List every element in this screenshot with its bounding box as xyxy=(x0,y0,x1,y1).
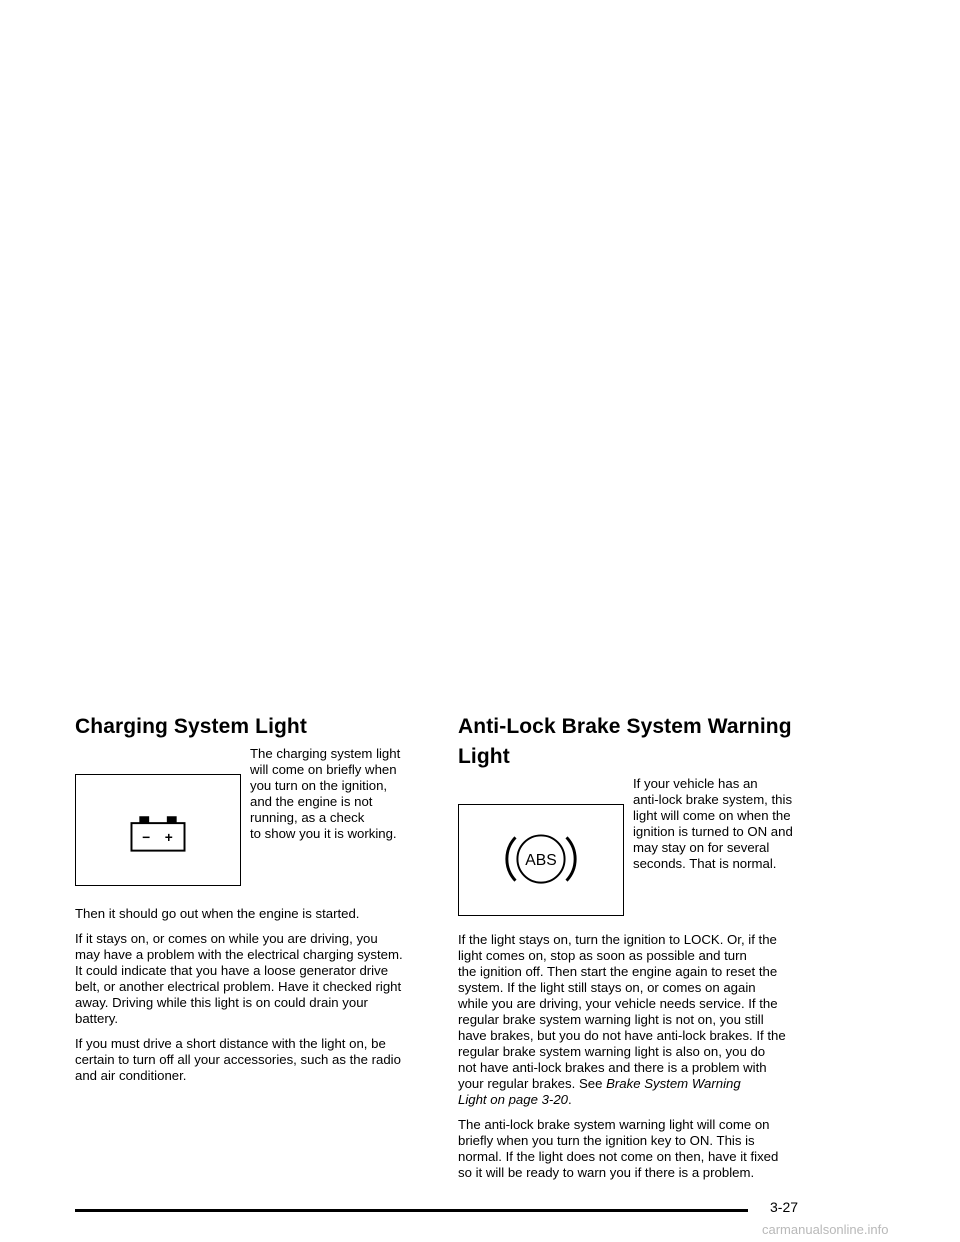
battery-plus-sign: + xyxy=(164,829,173,845)
abs-warning-section xyxy=(458,712,828,1181)
watermark: carmanualsonline.info xyxy=(762,1222,889,1237)
text-fragment: your regular brakes. See xyxy=(458,1076,607,1091)
charging-system-section xyxy=(75,712,439,1084)
text-line: certain to turn off all your accessories, such as the radio xyxy=(75,1052,401,1067)
abs-light-figure xyxy=(458,804,624,916)
text-line: battery. xyxy=(75,1011,119,1026)
footer-rule xyxy=(75,1209,748,1212)
text-line: It could indicate that you have a loose generator drive xyxy=(75,963,389,978)
text-line: while you are driving, your vehicle needs service. If the xyxy=(458,996,778,1011)
charging-intro-line: will come on briefly when xyxy=(250,762,397,777)
page-number: 3-27 xyxy=(770,1199,799,1215)
charging-intro-line: The charging system light xyxy=(250,746,401,761)
text-line: not have anti-lock brakes and there is a problem with xyxy=(458,1060,767,1075)
abs-intro-line: seconds. That is normal. xyxy=(633,856,777,871)
charging-paragraph-2 xyxy=(75,931,439,1027)
text-fragment: . xyxy=(568,1092,572,1107)
charging-paragraph-3 xyxy=(75,1036,439,1084)
abs-intro-line: If your vehicle has an xyxy=(633,776,758,791)
abs-icon xyxy=(459,805,623,915)
abs-body xyxy=(458,932,828,1181)
text-line: If it stays on, or comes on while you are driving, you xyxy=(75,931,378,946)
charging-figure-row xyxy=(75,746,439,886)
abs-intro-line: may stay on for several xyxy=(633,840,770,855)
charging-intro-line: running, as a check xyxy=(250,810,365,825)
abs-intro-line: anti-lock brake system, this xyxy=(633,792,793,807)
charging-intro-text xyxy=(250,746,400,842)
text-line: briefly when you turn the ignition key to ON. This is xyxy=(458,1133,755,1148)
battery-minus-sign: − xyxy=(142,829,151,845)
cross-reference-link-continued[interactable]: Light on page 3-20 xyxy=(458,1092,568,1107)
text-line: regular brake system warning light is also on, you do xyxy=(458,1044,766,1059)
text-line: regular brake system warning light is not on, you still xyxy=(458,1012,764,1027)
abs-figure-row xyxy=(458,776,828,916)
text-line: belt, or another electrical problem. Have it checked right xyxy=(75,979,402,994)
text-line: Then it should go out when the engine is started. xyxy=(75,906,360,921)
text-line: system. If the light still stays on, or comes on again xyxy=(458,980,756,995)
abs-icon-text: ABS xyxy=(525,851,557,869)
battery-icon xyxy=(76,775,240,885)
heading-line: Anti-Lock Brake System Warning xyxy=(458,715,792,738)
abs-intro-line: ignition is turned to ON and xyxy=(633,824,793,839)
text-line: and air conditioner. xyxy=(75,1068,187,1083)
charging-paragraph-1 xyxy=(75,906,439,922)
text-line: The anti-lock brake system warning light will come on xyxy=(458,1117,770,1132)
text-line: so it will be ready to warn you if there is a problem. xyxy=(458,1165,755,1180)
charging-system-heading: Charging System Light xyxy=(75,715,307,738)
charging-intro-line: to show you it is working. xyxy=(250,826,397,841)
abs-intro-text xyxy=(633,776,793,872)
text-line xyxy=(458,1076,828,1092)
text-line: may have a problem with the electrical charging system. xyxy=(75,947,403,962)
text-line: have brakes, but you do not have anti-lock brakes. If the xyxy=(458,1028,786,1043)
charging-light-figure xyxy=(75,774,241,886)
text-line: away. Driving while this light is on could drain your xyxy=(75,995,368,1010)
abs-intro-line: light will come on when the xyxy=(633,808,791,823)
cross-reference-link[interactable]: Brake System Warning xyxy=(606,1076,741,1091)
text-line: If the light stays on, turn the ignition to LOCK. Or, if the xyxy=(458,932,777,947)
charging-intro-line: and the engine is not xyxy=(250,794,373,809)
charging-body xyxy=(75,906,439,1084)
text-line: normal. If the light does not come on then, have it fixed xyxy=(458,1149,779,1164)
text-line: the ignition off. Then start the engine again to reset the xyxy=(458,964,778,979)
abs-warning-heading xyxy=(458,712,828,772)
text-line xyxy=(458,1092,828,1108)
text-line: If you must drive a short distance with the light on, be xyxy=(75,1036,386,1051)
abs-paragraph-2 xyxy=(458,1117,828,1181)
heading-line: Light xyxy=(458,745,510,768)
charging-intro-line: you turn on the ignition, xyxy=(250,778,388,793)
text-line: light comes on, stop as soon as possible and turn xyxy=(458,948,747,963)
abs-paragraph-1 xyxy=(458,932,828,1108)
